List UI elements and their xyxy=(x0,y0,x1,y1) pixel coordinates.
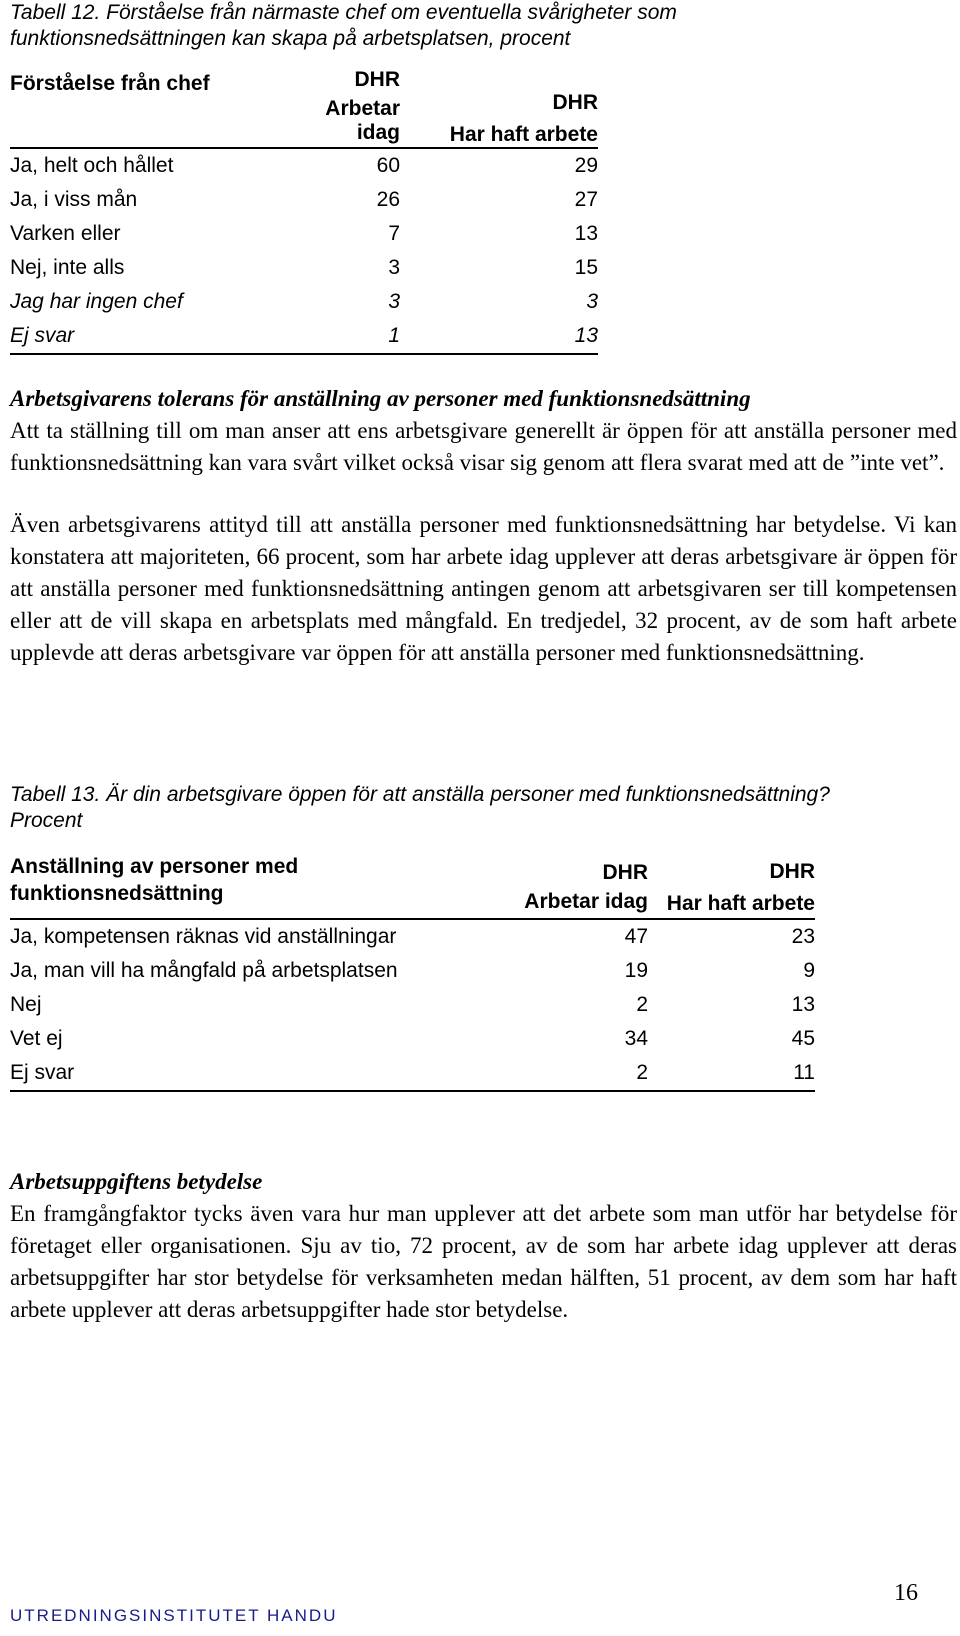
value-arbetar-idag: 60 xyxy=(376,154,400,177)
value-har-haft-arbete: 27 xyxy=(574,188,598,211)
table-row xyxy=(10,319,598,354)
table-row xyxy=(10,1022,815,1056)
table-row xyxy=(10,988,815,1022)
table-13 xyxy=(10,853,815,1092)
row-label: Nej, inte alls xyxy=(10,256,125,279)
value-har-haft-arbete: 13 xyxy=(574,324,598,347)
value-arbetar-idag: 3 xyxy=(388,290,400,313)
caption-line: Tabell 13. Är din arbetsgivare öppen för att anställa personer med funktionsnedsättning? xyxy=(10,783,830,806)
value-arbetar-idag: 2 xyxy=(636,993,648,1016)
row-label: Vet ej xyxy=(10,1027,63,1050)
row-label: Jag har ingen chef xyxy=(10,290,183,313)
column-header-arbetar-idag: DHR Arbetar idag xyxy=(524,861,648,913)
caption-line: funktionsnedsättningen kan skapa på arbetsplatsen, procent xyxy=(10,27,571,50)
column-header-label: Förståelse från chef xyxy=(10,72,210,95)
value-har-haft-arbete: 11 xyxy=(793,1061,815,1084)
row-label: Ja, i viss mån xyxy=(10,188,138,211)
value-arbetar-idag: 7 xyxy=(388,222,400,245)
row-label: Ja, helt och hållet xyxy=(10,154,174,177)
section-heading: Arbetsuppgiftens betydelse xyxy=(10,1169,263,1194)
row-label: Nej xyxy=(10,993,42,1016)
paragraph: Att ta ställning till om man anser att ens arbetsgivare generellt är öppen för att anställa personer med funktionsnedsättning kan vara svårt vilket också visar sig genom att flera svarat med att de ”inte vet”. xyxy=(10,418,957,475)
row-label: Ja, kompetensen räknas vid anställningar xyxy=(10,925,397,948)
row-label: Ej svar xyxy=(10,1061,75,1084)
table-row xyxy=(10,251,598,285)
caption-line: Procent xyxy=(10,809,83,832)
value-arbetar-idag: 47 xyxy=(624,925,648,948)
table-12-caption xyxy=(10,0,940,52)
table-row xyxy=(10,919,815,954)
column-header-har-haft-arbete: DHR Har haft arbete xyxy=(449,91,598,146)
value-har-haft-arbete: 9 xyxy=(803,959,815,982)
table-13-caption xyxy=(10,782,940,834)
table-row xyxy=(10,954,815,988)
paragraph: En framgångfaktor tycks även vara hur man upplever att det arbete som man utför har betydelse för företaget eller organisationen. Sju av tio, 72 procent, av de som har arbete idag upplever att deras arbetsuppgifter har stor betydelse för verksamheten medan hälften, 51 procent, av dem som har haft arbete upplever att deras arbetsuppgifter hade stor betydelse. xyxy=(10,1201,957,1322)
value-arbetar-idag: 19 xyxy=(624,959,648,982)
value-arbetar-idag: 26 xyxy=(376,188,400,211)
value-arbetar-idag: 3 xyxy=(388,256,400,279)
value-har-haft-arbete: 13 xyxy=(574,222,598,245)
table-header-row xyxy=(10,68,598,148)
column-header-arbetar-idag: DHR Arbetar idag xyxy=(325,68,400,144)
footer-brand: UTREDNINGSINSTITUTET HANDU xyxy=(10,1606,338,1625)
table-row xyxy=(10,1056,815,1091)
caption-line: Tabell 12. Förståelse från närmaste chef om eventuella svårigheter som xyxy=(10,1,677,24)
value-har-haft-arbete: 23 xyxy=(791,925,815,948)
paragraph: Även arbetsgivarens attityd till att anställa personer med funktionsnedsättning har betydelse. Vi kan konstatera att majoriteten, 66 procent, som har arbete idag upplever att deras arbetsgivare är öppen för att anställa personer med funktionsnedsättning antingen genom att arbetsgivaren ser till kompetensen eller att de vill skapa en arbetsplats med mångfald. En tredjedel, 32 procent, av de som haft arbete upplevde att deras arbetsgivare var öppen för att anställa personer med funktionsnedsättning. xyxy=(10,512,957,665)
table-12 xyxy=(10,68,598,355)
value-arbetar-idag: 2 xyxy=(636,1061,648,1084)
column-header-har-haft-arbete: DHR Har haft arbete xyxy=(666,860,815,915)
row-label: Ej svar xyxy=(10,324,75,347)
table-row xyxy=(10,183,598,217)
page-number: 16 xyxy=(894,1580,918,1606)
row-label: Ja, man vill ha mångfald på arbetsplatsen xyxy=(10,959,398,982)
table-row xyxy=(10,148,598,183)
section-employer-tolerance xyxy=(10,383,957,669)
value-arbetar-idag: 34 xyxy=(624,1027,648,1050)
row-label: Varken eller xyxy=(10,222,121,245)
section-heading: Arbetsgivarens tolerans för anställning av personer med funktionsnedsättning xyxy=(10,386,751,411)
value-har-haft-arbete: 13 xyxy=(791,993,815,1016)
table-row xyxy=(10,285,598,319)
column-header-label: Anställning av personer med funktionsnedsättning xyxy=(10,855,299,905)
value-arbetar-idag: 1 xyxy=(388,324,400,347)
value-har-haft-arbete: 3 xyxy=(586,290,598,313)
value-har-haft-arbete: 29 xyxy=(574,154,598,177)
table-header-row xyxy=(10,853,815,919)
section-task-significance xyxy=(10,1166,957,1326)
table-row xyxy=(10,217,598,251)
value-har-haft-arbete: 45 xyxy=(791,1027,815,1050)
value-har-haft-arbete: 15 xyxy=(574,256,598,279)
